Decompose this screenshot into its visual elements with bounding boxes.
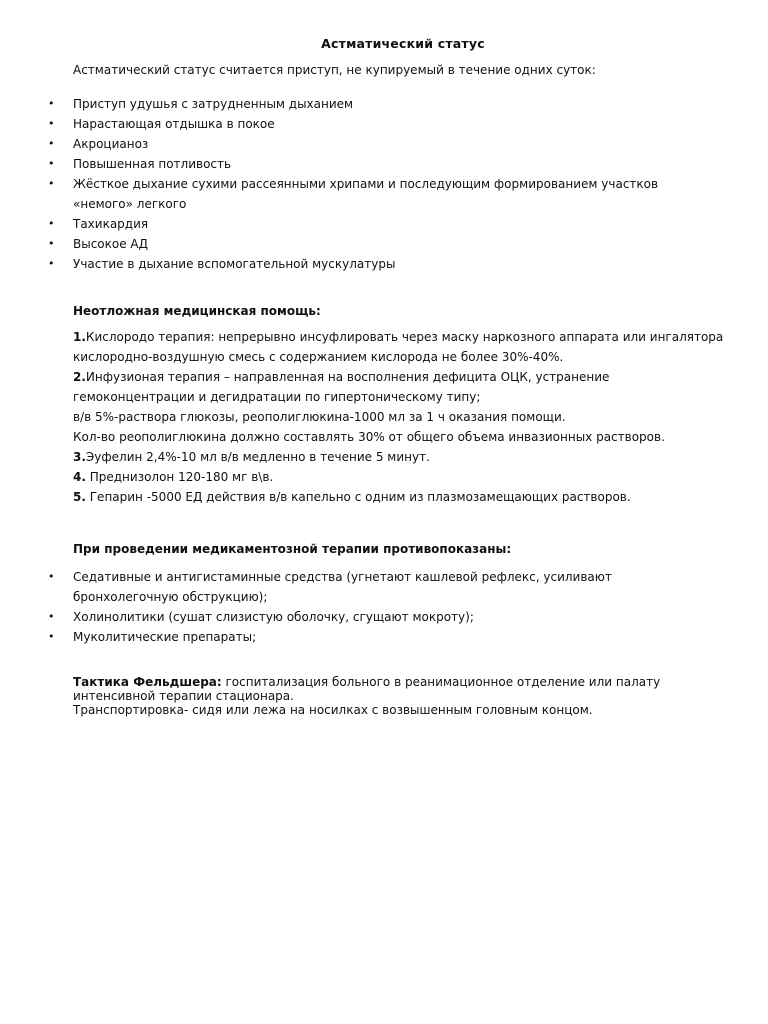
bullet-icon: • (48, 217, 55, 230)
emergency-heading: Неотложная медицинская помощь: (73, 304, 321, 318)
bullet-icon: • (48, 610, 55, 623)
bullet-icon: • (48, 177, 55, 190)
step-1: 1.Кислородо терапия: непрерывно инсуфлировать через маску наркозного аппарата или ингалятора кислородно-воздушную смесь с содержанием кислорода не более 30%-40%. (73, 330, 724, 364)
bullet-icon: • (48, 237, 55, 250)
paramedic-tactic (73, 675, 733, 717)
list-item: • Приступ удушья с затрудненным дыханием (0, 94, 768, 114)
list-item: • Седативные и антигистаминные средства (угнетают кашлевой рефлекс, усиливают бронхолегочную обструкцию); (0, 567, 768, 607)
step-5: 5. Гепарин -5000 ЕД действия в/в капельно с одним из плазмозамещающих растворов. (73, 490, 631, 504)
list-item: • Холинолитики (сушат слизистую оболочку, сгущают мокроту); (0, 607, 768, 627)
contraindication-list (0, 567, 768, 647)
emergency-steps (73, 327, 733, 507)
list-item: • Тахикардия (0, 214, 768, 234)
list-item: • Жёсткое дыхание сухими рассеянными хрипами и последующим формированием участков «немого» легкого (0, 174, 768, 214)
list-item: • Муколитические препараты; (0, 627, 768, 647)
bullet-icon: • (48, 570, 55, 583)
document-title: Астматический статус (321, 36, 485, 51)
step-2-note: Кол-во реополиглюкина должно составлять 30% от общего объема инвазионных растворов. (73, 430, 665, 444)
list-item: • Нарастающая отдышка в покое (0, 114, 768, 134)
bullet-icon: • (48, 97, 55, 110)
bullet-icon: • (48, 630, 55, 643)
transport-line: Транспортировка- сидя или лежа на носилках с возвышенным головным концом. (73, 703, 593, 717)
step-2-detail: в/в 5%-раствора глюкозы, реополиглюкина-1000 мл за 1 ч оказания помощи. (73, 410, 566, 424)
bullet-icon: • (48, 137, 55, 150)
contraindications-heading: При проведении медикаментозной терапии противопоказаны: (73, 542, 512, 556)
intro-text: Астматический статус считается приступ, не купируемый в течение одних суток: (73, 63, 596, 77)
bullet-icon: • (48, 117, 55, 130)
list-item: • Акроцианоз (0, 134, 768, 154)
step-4: 4. Преднизолон 120-180 мг в\в. (73, 470, 274, 484)
step-3: 3.Эуфелин 2,4%-10 мл в/в медленно в течение 5 минут. (73, 450, 430, 464)
bullet-icon: • (48, 257, 55, 270)
symptom-list (0, 94, 768, 274)
list-item: • Высокое АД (0, 234, 768, 254)
bullet-icon: • (48, 157, 55, 170)
list-item: • Участие в дыхание вспомогательной мускулатуры (0, 254, 768, 274)
list-item: • Повышенная потливость (0, 154, 768, 174)
tactic-line: Тактика Фельдшера: госпитализация больного в реанимационное отделение или палату интенсивной терапии стационара. (73, 675, 661, 703)
step-2: 2.Инфузионая терапия – направленная на восполнения дефицита ОЦК, устранение гемоконцентрации и дегидратации по гипертоническому типу; (73, 370, 610, 404)
